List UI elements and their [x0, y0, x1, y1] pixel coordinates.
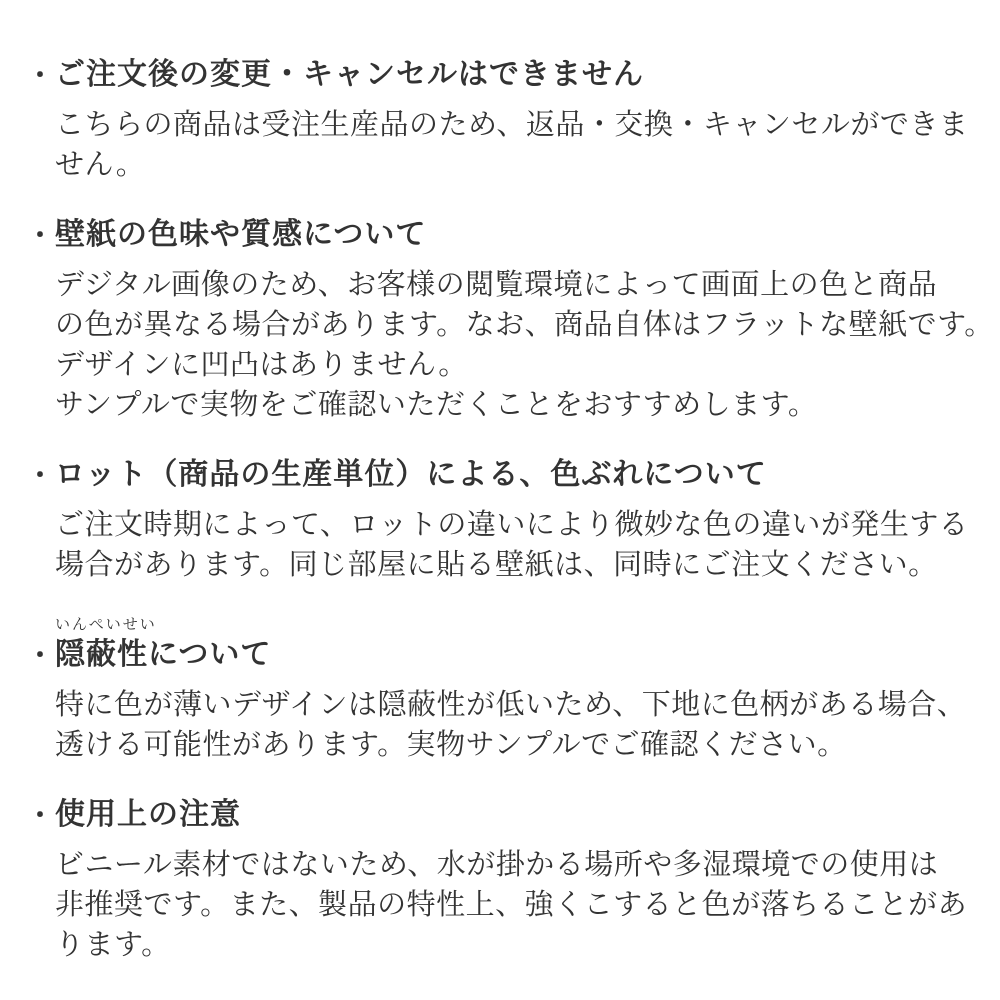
bullet-icon: ・ [26, 800, 53, 830]
section-heading-row [26, 55, 980, 95]
body-text-line: ります。 [55, 929, 171, 961]
section-heading-row [26, 635, 980, 675]
section-heading: 隠蔽性について [55, 638, 272, 671]
bullet-icon: ・ [26, 640, 53, 670]
section-body [55, 105, 980, 185]
section-heading-row [26, 455, 980, 495]
body-text-line: デザインに凹凸はありません。 [55, 349, 468, 381]
section-heading-row [26, 215, 980, 255]
bullet-icon: ・ [26, 60, 53, 90]
body-text-line: 非推奨です。また、製品の特性上、強くこすると色が落ちることがあ [55, 889, 968, 921]
section-heading: ロット（商品の生産単位）による、色ぶれについて [55, 458, 767, 491]
body-text-line: 場合があります。同じ部屋に貼る壁紙は、同時にご注文ください。 [55, 549, 938, 581]
section-opacity [26, 615, 980, 765]
section-heading: 壁紙の色味や質感について [55, 218, 427, 251]
section-heading: 使用上の注意 [55, 798, 241, 831]
body-text-line: デジタル画像のため、お客様の閲覧環境によって画面上の色と商品 [55, 269, 938, 301]
section-body [55, 845, 980, 965]
section-lot-color-variation [26, 455, 980, 585]
bullet-icon: ・ [26, 220, 53, 250]
body-text-line: 特に色が薄いデザインは隠蔽性が低いため、下地に色柄がある場合、 [55, 689, 967, 721]
body-text-line: こちらの商品は受注生産品のため、返品・交換・キャンセルができま [55, 109, 969, 141]
furigana-label: いんぺいせい [55, 616, 157, 633]
section-body [55, 505, 980, 585]
section-heading-row [26, 795, 980, 835]
section-order-change-cancel [26, 55, 980, 185]
body-text-line: サンプルで実物をご確認いただくことをおすすめします。 [55, 389, 818, 421]
section-usage-notes [26, 795, 980, 965]
body-text-line: せん。 [55, 149, 146, 181]
body-text-line: の色が異なる場合があります。なお、商品自体はフラットな壁紙です。 [55, 309, 994, 341]
body-text-line: ご注文時期によって、ロットの違いにより微妙な色の違いが発生する [55, 509, 969, 541]
section-heading: ご注文後の変更・キャンセルはできません [55, 58, 644, 91]
section-body [55, 265, 994, 425]
bullet-icon: ・ [26, 460, 53, 490]
section-body [55, 685, 980, 765]
body-text-line: ビニール素材ではないため、水が掛かる場所や多湿環境での使用は [55, 849, 939, 881]
body-text-line: 透ける可能性があります。実物サンプルでご確認ください。 [55, 729, 847, 761]
section-color-texture [26, 215, 994, 425]
